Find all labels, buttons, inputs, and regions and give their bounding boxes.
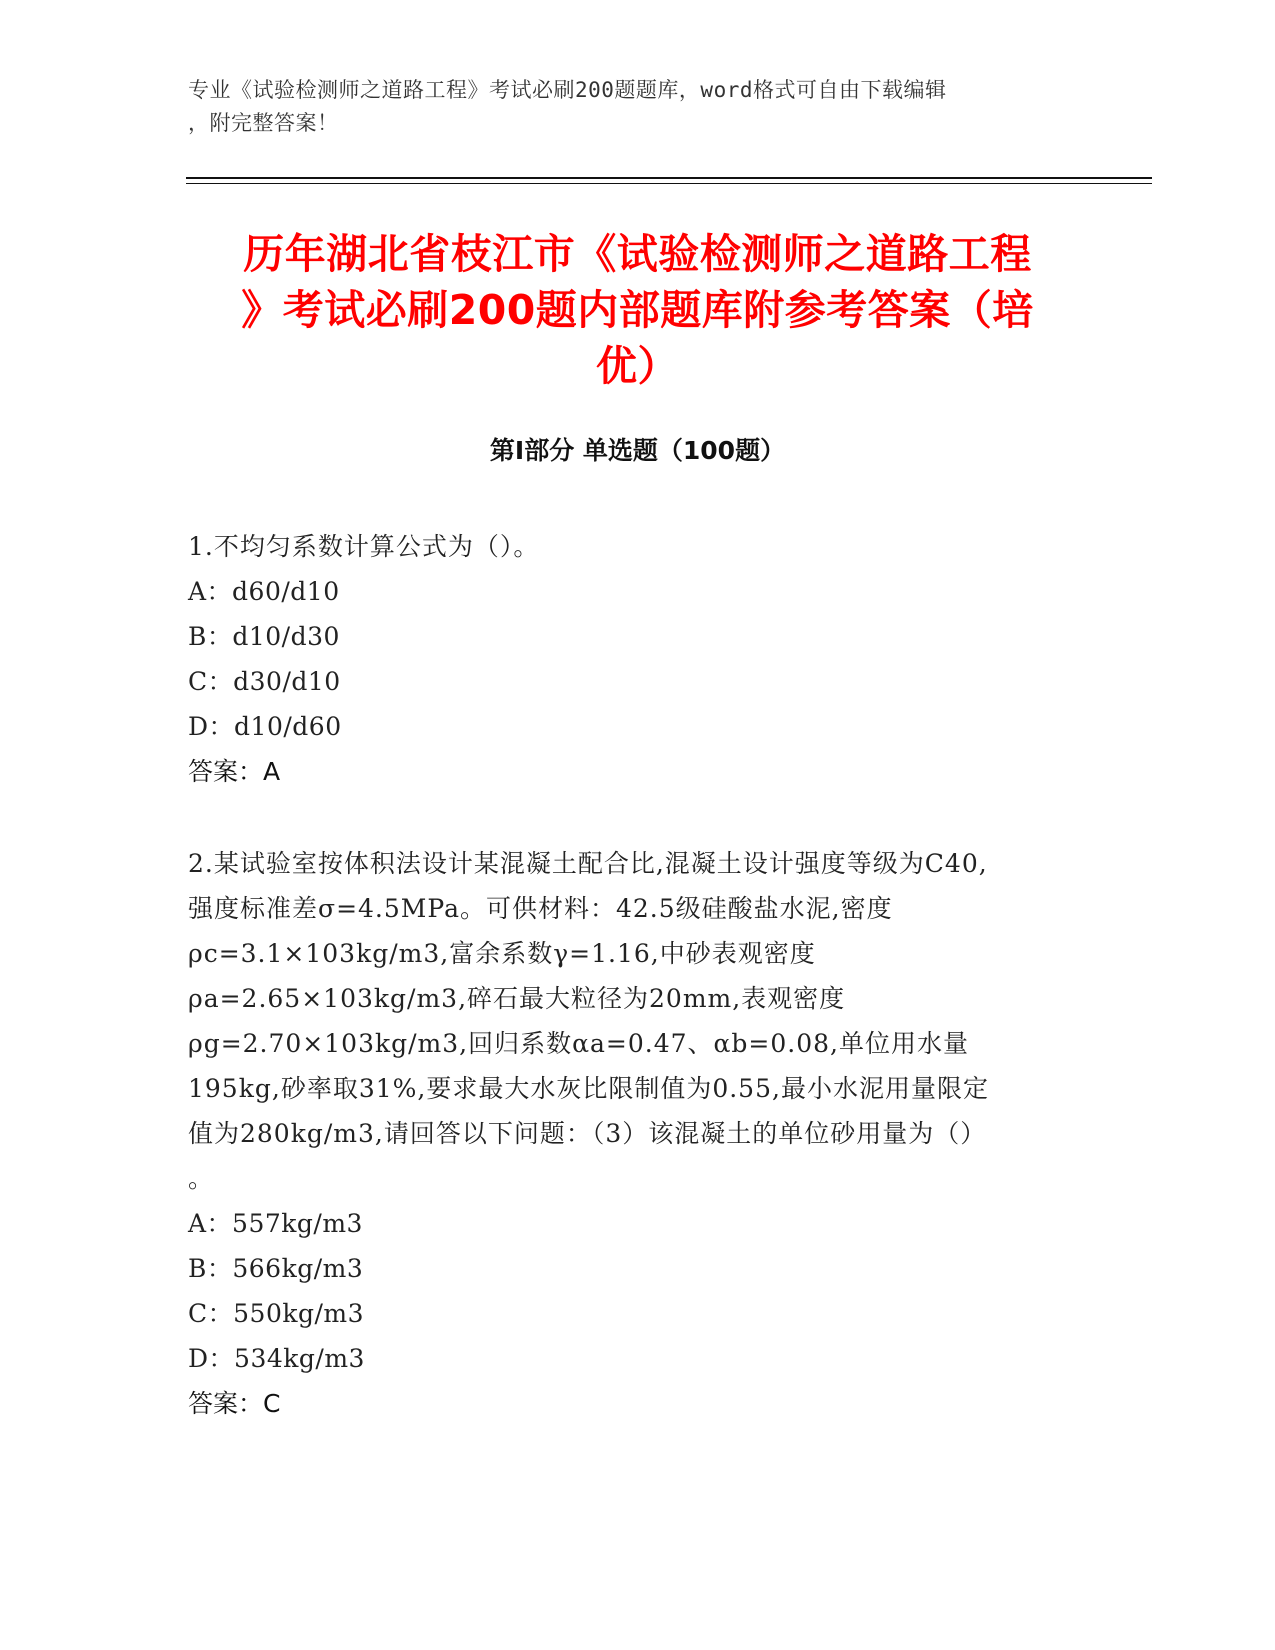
- answer: 答案：C: [188, 1389, 281, 1418]
- answer: 答案：A: [188, 757, 281, 786]
- document-title-line-3: 优）: [596, 342, 679, 390]
- question-stem-line: ρa=2.65×103kg/m3,碎石最大粒径为20mm,表观密度: [188, 984, 846, 1013]
- option-c: C：550kg/m3: [188, 1299, 365, 1328]
- option-b: B：d10/d30: [188, 622, 340, 651]
- document-title-line-1: 历年湖北省枝江市《试验检测师之道路工程: [243, 230, 1032, 278]
- option-a: A：d60/d10: [188, 577, 340, 606]
- header-divider-thick: [186, 177, 1152, 179]
- question-2: [188, 841, 1088, 1426]
- question-stem-line: 强度标准差σ=4.5MPa。可供材料：42.5级硅酸盐水泥,密度: [188, 894, 893, 923]
- question-stem-line: 2.某试验室按体积法设计某混凝土配合比,混凝土设计强度等级为C40,: [188, 849, 988, 878]
- question-stem-line: 195kg,砂率取31%,要求最大水灰比限制值为0.55,最小水泥用量限定: [188, 1074, 989, 1103]
- section-title: 第Ⅰ部分 单选题（100题）: [489, 436, 786, 465]
- option-b: B：566kg/m3: [188, 1254, 364, 1283]
- question-stem-line: 。: [188, 1164, 215, 1193]
- option-c: C：d30/d10: [188, 667, 341, 696]
- option-d: D：d10/d60: [188, 712, 342, 741]
- option-d: D：534kg/m3: [188, 1344, 365, 1373]
- question-stem-line: ρg=2.70×103kg/m3,回归系数αa=0.47、αb=0.08,单位用水量: [188, 1029, 969, 1058]
- question-1: [188, 524, 1088, 794]
- header-note-line-1: 专业《试验检测师之道路工程》考试必刷200题题库，word格式可自由下载编辑: [188, 78, 947, 102]
- question-stem-line: 1.不均匀系数计算公式为（）。: [188, 532, 540, 561]
- header-divider-thin: [186, 183, 1152, 184]
- question-stem-line: ρc=3.1×103kg/m3,富余系数γ=1.16,中砂表观密度: [188, 939, 816, 968]
- document-title-line-2: 》考试必刷200题内部题库附参考答案（培: [241, 286, 1034, 334]
- question-stem-line: 值为280kg/m3,请回答以下问题：（3）该混凝土的单位砂用量为（）: [188, 1119, 987, 1148]
- header-note: [188, 74, 1068, 140]
- header-note-line-2: ，附完整答案！: [188, 111, 339, 135]
- document-title: [190, 226, 1085, 394]
- option-a: A：557kg/m3: [188, 1209, 363, 1238]
